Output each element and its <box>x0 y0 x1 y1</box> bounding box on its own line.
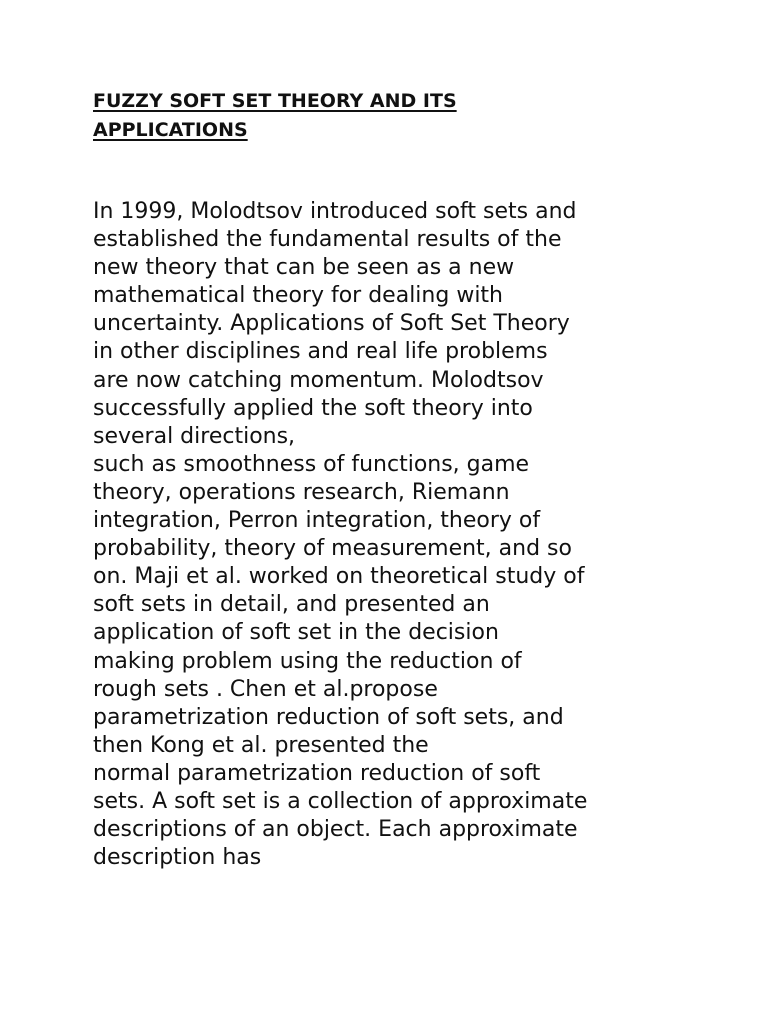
document-body-paragraph: In 1999, Molodtsov introduced soft sets and established the fundamental results of the new theory that can be seen as a new mathematical theory for dealing with uncertainty. Applications of Soft Set Theory in other disciplines and real life problems are now catching momentum. Molodtsov successfully applied the soft theory into several directions, such as smoothness of functions, game theory, operations research, Riemann integration, Perron integration, theory of probability, theory of measurement, and so on. Maji et al. worked on theoretical study of soft sets in detail, and presented an application of soft set in the decision making problem using the reduction of rough sets . Chen et al.propose parametrization reduction of soft sets, and then Kong et al. presented the normal parametrization reduction of soft sets. A soft set is a collection of approximate descriptions of an object. Each approximate description has <box>93 199 588 871</box>
document-title: FUZZY SOFT SET THEORY AND ITS APPLICATIONS <box>93 90 457 141</box>
